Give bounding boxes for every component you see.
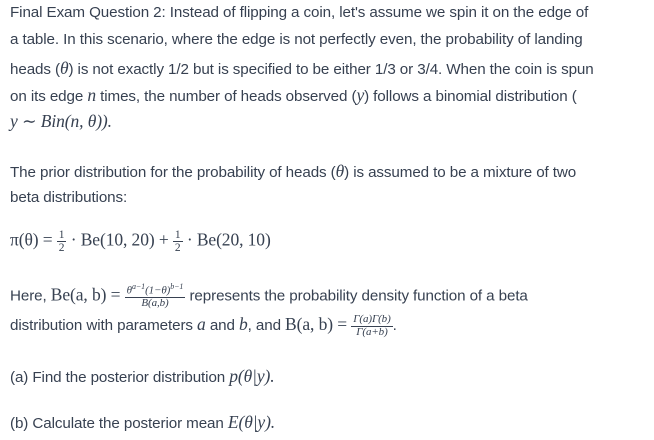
n-symbol: n <box>87 85 96 105</box>
question-line-1: Final Exam Question 2: Instead of flipping a coin, let's assume we spin it on the edge of <box>10 4 589 21</box>
y-symbol: y <box>356 85 365 105</box>
question-line-4: on its edge n times, the number of heads observed (y) follows a binomial distribution ( <box>10 85 577 105</box>
part-b: (b) Calculate the posterior mean E(θ|y). <box>10 412 276 432</box>
beta-pdf-fraction: $\frac{\theta^{a-1}(1-\theta)^{b-1}}{B(a,b)}$ <box>126 282 184 310</box>
theta-symbol: θ <box>59 58 69 78</box>
prior-equation: π(θ) = $\frac{1}{2}$ · Be(10, 20) + $\frac{1}{2}$ · Be(20, 10) <box>10 229 271 255</box>
one-half-fraction: $\frac{1}{2}$ <box>174 229 181 255</box>
beta-definition-line: Here, Be(a, b) = $\frac{\theta^{a-1}(1-\theta)^{b-1}}{B(a,b)}$ represents the probability density function of a beta <box>10 282 528 310</box>
question-line-2: a table. In this scenario, where the edge is not perfectly even, the probability of landing <box>10 31 583 48</box>
question-line-3: heads (θ) is not exactly 1/2 but is specified to be either 1/3 or 3/4. When the coin is spun <box>10 58 594 78</box>
part-a: (a) Find the posterior distribution p(θ|y). <box>10 366 275 386</box>
gamma-fraction: $\frac{\Gamma(a)\Gamma(b)}{\Gamma(a+b)}$ <box>353 313 391 338</box>
beta-function-line: distribution with parameters a and b, and B(a, b) = $\frac{\Gamma(a)\Gamma(b)}{\Gamma(a+b)}$ . <box>10 313 397 338</box>
prior-text-line-2: beta distributions: <box>10 189 128 206</box>
binomial-expression: y ∼ Bin(n, θ)). <box>10 111 112 131</box>
prior-text-line-1: The prior distribution for the probability of heads (θ) is assumed to be a mixture of two <box>10 161 577 181</box>
one-half-fraction: $\frac{1}{2}$ <box>58 229 65 255</box>
question-line-5 <box>10 111 112 132</box>
